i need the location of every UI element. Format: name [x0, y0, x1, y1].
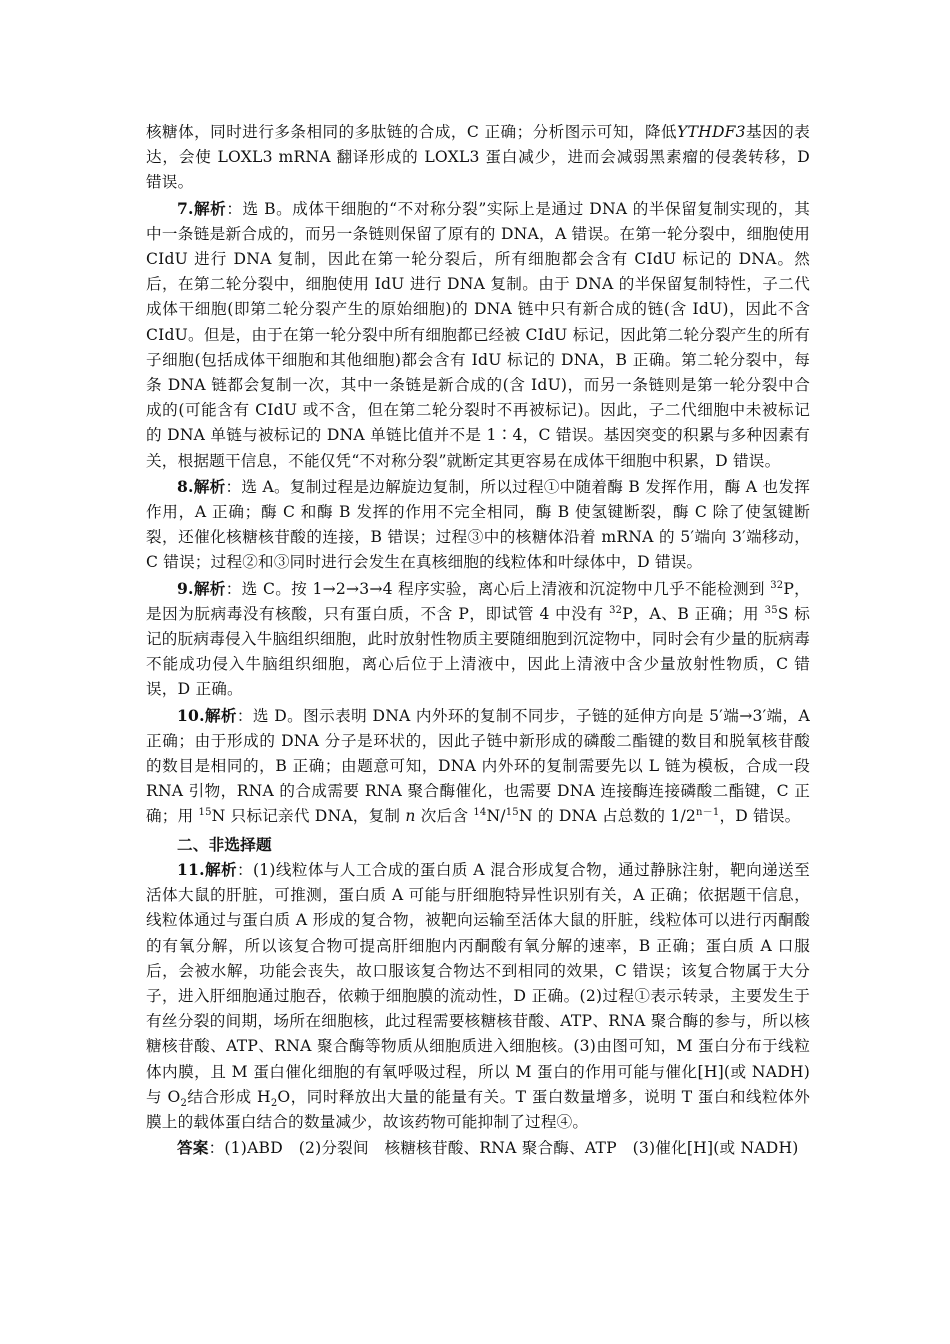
- q10-text-c: 次后含: [415, 807, 474, 826]
- continuation-paragraph: [146, 120, 810, 196]
- q10-text-f: ，D 错误。: [719, 807, 801, 826]
- q7-text: ：选 B。成体干细胞的“不对称分裂”实际上是通过 DNA 的半保留复制实现的，其中一条链是新合成的，而另一条链则保留了原有的 DNA，A 错误。在第一轮分裂中，细胞使用 CIdU 进行 DNA 复制，因此在第一轮分裂后，所有细胞都会含有 CIdU 标记的 DNA。然后，在第二轮分裂中，细胞使用 IdU 进行 DNA 复制。由于 DNA 的半保留复制特性，子二代成体干细胞(即第二轮分裂产生的原始细胞)的 DNA 链中只有新合成的链(含 IdU)，因此不含 CIdU。但是，由于在第一轮分裂中所有细胞都已经被 CIdU 标记，因此第二轮分裂产生的所有子细胞(包括成体干细胞和其他细胞)都会含有 IdU 标记的 DNA，B 正确。第二轮分裂中，每条 DNA 链都会复制一次，其中一条链是新合成的(含 IdU)，而另一条链则是第一轮分裂中合成的(可能含有 CIdU 或不含，但在第二轮分裂时不再被标记)。因此，子二代细胞中未被标记的 DNA 单链与被标记的 DNA 单链比值并不是 1∶4，C 错误。基因突变的积累与多种因素有关，根据题干信息，不能仅凭“不对称分裂”就断定其更容易在成体干细胞中积累，D 错误。: [146, 199, 810, 470]
- q9-sup-1: 32: [770, 579, 784, 591]
- q8-paragraph: [146, 474, 810, 576]
- q8-text: ：选 A。复制过程是边解旋边复制，所以过程①中随着酶 B 发挥作用，酶 A 也发挥作用，A 正确；酶 C 和酶 B 发挥的作用不完全相同，酶 B 使氢键断裂，酶 C 除了使氢键断裂，还催化核糖核苷酸的连接，B 错误；过程③中的核糖体沿着 mRNA 的 5′端向 3′端移动，C 错误；过程②和③同时进行会发生在真核细胞的线粒体和叶绿体中，D 错误。: [146, 477, 810, 572]
- answer-text: ：(1)ABD (2)分裂间 核糖核苷酸、RNA 聚合酶、ATP (3)催化[H](或 NADH): [208, 1139, 799, 1158]
- q7-label: 7.解析: [177, 198, 227, 218]
- q10-text-d: N/: [486, 807, 506, 826]
- q9-paragraph: [146, 576, 810, 703]
- q11-text-b: 结合形成 H: [187, 1087, 271, 1106]
- continuation-text-2: 基因的表达，会使 LOXL3 mRNA 翻译形成的 LOXL3 蛋白减少，进而会减弱黑素瘤的侵袭转移，D 错误。: [146, 123, 810, 192]
- q10-sup-1: 15: [198, 807, 212, 819]
- q10-sup-4: n－1: [696, 807, 720, 819]
- q9-sup-3: 35: [764, 604, 778, 616]
- q11-text-c: O，同时释放出大量的能量有关。T 蛋白数量增多，说明 T 蛋白和线粒体外膜上的载体蛋白结合的数量减少，故该药物可能抑制了过程④。: [146, 1087, 810, 1131]
- q10-label: 10.解析: [177, 705, 237, 725]
- q11-sub-2: 2: [270, 1097, 278, 1109]
- document-page: [146, 120, 810, 1161]
- q9-text-d: S 标记的朊病毒侵入牛脑组织细胞，此时放射性物质主要随细胞到沉淀物中，同时会有少量的朊病毒不能成功侵入牛脑组织细胞，离心后位于上清液中，因此上清液中含少量放射性物质，C 错误，D 正确。: [146, 604, 810, 699]
- q10-paragraph: [146, 703, 810, 830]
- q10-sup-3: 15: [505, 807, 519, 819]
- q9-text-a: ：选 C。按 1→2→3→4 程序实验，离心后上清液和沉淀物中几乎不能检测到: [225, 579, 771, 598]
- q10-text-a: ：选 D。图示表明 DNA 内外环的复制不同步，子链的延伸方向是 5′端→3′端，A 正确；由于形成的 DNA 分子是环状的，因此子链中新形成的磷酸二酯键的数目和脱氧核苷酸的数目是相同的，B 正确；由题意可知，DNA 内外环的复制需要先以 L 链为模板，合成一段 RNA 引物，RNA 的合成需要 RNA 聚合酶催化，也需要 DNA 连接酶连接磷酸二酯键，C 正确；用: [146, 706, 810, 826]
- continuation-text-1: 核糖体，同时进行多条相同的多肽链的合成，C 正确；分析图示可知，降低: [146, 123, 678, 141]
- answer-paragraph: [146, 1135, 810, 1161]
- q7-paragraph: [146, 196, 810, 474]
- answer-label: 答案: [177, 1138, 209, 1158]
- q9-label: 9.解析: [177, 578, 226, 598]
- q10-text-e: N 的 DNA 占总数的 1/2: [518, 807, 697, 826]
- q10-var-n: n: [405, 807, 416, 826]
- q11-text-a: ：(1)线粒体与人工合成的蛋白质 A 混合形成复合物，通过静脉注射，靶向递送至活体大鼠的肝脏，可推测，蛋白质 A 可能与肝细胞特异性识别有关，A 正确；依据题干信息，线粒体通过与蛋白质 A 形成的复合物，被靶向运输至活体大鼠的肝脏，线粒体可以进行丙酮酸的有氧分解，所以该复合物可提高肝细胞内丙酮酸有氧分解的速率，B 正确；蛋白质 A 口服后，会被水解，功能会丧失，故口服该复合物达不到相同的效果，C 错误；该复合物属于大分子，进入肝细胞通过胞吞，依赖于细胞膜的流动性，D 正确。(2)过程①表示转录，主要发生于有丝分裂的间期，场所在细胞核，此过程需要核糖核苷酸、ATP、RNA 聚合酶的参与，所以核糖核苷酸、ATP、RNA 聚合酶等物质从细胞质进入细胞核。(3)由图可知，M 蛋白分布于线粒体内膜，且 M 蛋白催化细胞的有氧呼吸过程，所以 M 蛋白的作用可能与催化[H](或 NADH)与 O: [146, 860, 810, 1106]
- q11-label: 11.解析: [177, 859, 237, 879]
- q9-text-b: P，是因为朊病毒没有核酸，只有蛋白质，不含 P，即试管 4 中没有: [146, 579, 810, 623]
- q9-text-c: P，A、B 正确；用: [622, 604, 765, 623]
- q10-text-b: N 只标记亲代 DNA，复制: [211, 807, 406, 826]
- q8-label: 8.解析: [177, 476, 226, 496]
- q9-sup-2: 32: [609, 604, 623, 616]
- section-heading: 二、非选择题: [177, 834, 272, 854]
- gene-name: YTHDF3: [677, 123, 746, 141]
- q11-paragraph: [146, 857, 810, 1135]
- q11-sub-1: 2: [180, 1097, 188, 1109]
- q10-sup-2: 14: [473, 807, 487, 819]
